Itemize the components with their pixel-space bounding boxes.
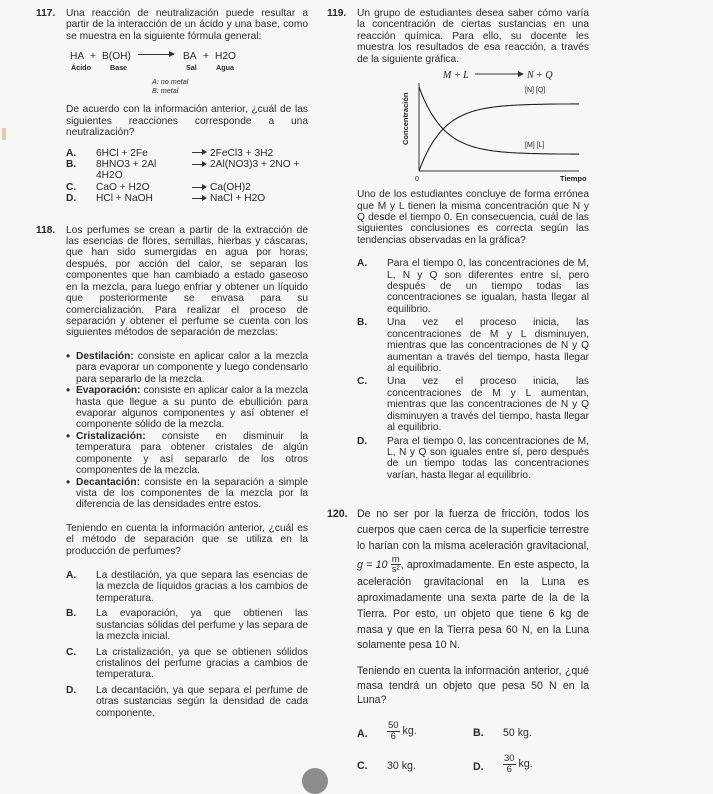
question-prompt: Teniendo en cuenta la información anterior, ¿cuál es el método de separación que se utiliza en la producción de perfumes?: [66, 522, 308, 557]
option-a[interactable]: A. Para el tiempo 0, las concentraciones de M, L, N y Q son diferentes entre sí, pero después de un tiempo todas las concentraciones se igualan, hasta llegar al equilibrio.: [357, 258, 589, 315]
question-118: [36, 225, 308, 719]
formula-h2o: H2O: [215, 51, 236, 63]
concentration-chart-svg: [357, 67, 589, 185]
option-b[interactable]: B. La evaporación, ya que obtienen las sustancias sólidas del perfume y las separa de la mezcla inicial.: [66, 608, 308, 643]
label-sal: Sal: [186, 63, 197, 73]
question-number: 118.: [36, 224, 56, 236]
label-acid: Ácido: [71, 63, 91, 73]
answer-options-row-1: [357, 721, 589, 742]
method-item: • Decantación: consiste en la separación a simple vista de los componentes de la mezcla por la diferencia de las densidades entre estos.: [66, 477, 308, 511]
option-c[interactable]: C. Una vez el proceso inicia, las concentraciones de M y L aumentan, mientras que las concentraciones de N y Q disminuyen a través del tiempo, hasta llegar al equilibrio.: [357, 376, 589, 434]
g-units-fraction: $\frac{m}{\text{s²}}$: [391, 553, 400, 576]
concentration-chart: [357, 67, 589, 185]
formula-ba: BA: [183, 51, 197, 63]
option-c[interactable]: C. La cristalización, ya que se obtienen sólidos cristalinos del perfume gracias a cambios de temperatura.: [66, 646, 308, 681]
question-120: [327, 507, 589, 775]
question-119: [327, 8, 589, 481]
y-axis-label: Concentración: [401, 92, 410, 146]
question-stem: De no ser por la fuerza de fricción, todos los cuerpos que caen cerca de la superficie terrestre lo harían con la misma aceleración gravitacional, g = 10 $\frac{m}{\text{s²}}$ , aproximadamente. En este aspecto, la aceleración gravitacional en la Luna es aproximadamente una sexta parte de la de la Tierra. Por esto, un objeto que tiene 6 kg de masa y que en la Tierra pesa 60 N, en la Luna solamente pesa 10 N.: [357, 508, 589, 652]
answer-options-row-2: [357, 754, 589, 775]
series-line-nq: [419, 104, 579, 171]
note-a: A: no metal: [152, 77, 189, 87]
arrow-icon: [192, 164, 206, 165]
series-label-nq: [N] [Q]: [525, 87, 546, 95]
methods-list: [66, 351, 308, 511]
right-column: [327, 8, 589, 775]
option-c[interactable]: C. 30 kg.: [357, 760, 416, 773]
series-line-ml: [419, 87, 579, 154]
option-a[interactable]: A. 6HCl + 2Fe 2FeCl3 + 3H2: [66, 147, 274, 159]
answer-options: [66, 570, 308, 719]
question-number: 119.: [327, 8, 347, 19]
option-b[interactable]: B. 8HNO3 + 2Al 2Al(NO3)3 + 2NO + 4H2O: [66, 158, 300, 182]
note-b: B: metal: [152, 86, 179, 96]
formula-ha: HA: [70, 51, 85, 63]
question-prompt: Uno de los estudiantes concluye de forma errónea que M y L tienen la misma concentración que N y Q desde el tiempo 0. En consecuencia, cuál de las siguientes conclusiones es correcta según las tendencias observadas en la gráfica?: [357, 189, 589, 246]
question-number: 117.: [36, 8, 56, 19]
method-item: • Destilación: consiste en aplicar calor a la mezcla para evaporar un componente y luego condensarlo para separarlo de la mezcla.: [66, 351, 308, 385]
formula-plus: +: [90, 51, 96, 63]
question-117: [36, 8, 308, 205]
question-stem: Los perfumes se crean a partir de la extracción de las esencias de flores, semillas, hierbas y cáscaras, que han sido sumergidas en agua por horas; después, por acción del calor, se separan los componentes que han cambiado a estado gaseoso en la mezcla, para luego enfriar y obtener un líquido que posteriormente se envasa para su comercialización. Para realizar el proceso de separación y obtener el perfume se cuenta con los siguientes métodos de separación de mezclas:: [66, 224, 308, 339]
method-item: • Evaporación: consiste en aplicar calor a la mezcla hasta que llegue a su punto de ebullición para evaporar algunos componentes y así obtener el componente sólido de la mezcla.: [66, 385, 308, 431]
question-number: 120.: [327, 508, 348, 521]
answer-options: [357, 258, 589, 481]
option-a[interactable]: A. $\frac{50}{6}$ kg.: [357, 720, 417, 742]
option-a[interactable]: A. La destilación, ya que separa las esencias de la mezcla de líquidos gracias a los cambios de temperatura.: [66, 570, 308, 604]
option-b[interactable]: B. 50 kg.: [473, 727, 532, 740]
arrow-icon: [192, 198, 206, 199]
fraction: $\frac{50}{6}$: [388, 720, 399, 742]
arrow-icon: [192, 187, 206, 188]
question-prompt: De acuerdo con la información anterior, ¿cuál de las siguientes reacciones corresponde a una neutralización?: [66, 104, 308, 139]
x-axis-label: Tiempo: [560, 174, 587, 184]
label-agua: Agua: [216, 63, 234, 73]
label-base: Base: [110, 63, 128, 73]
series-label-ml: [M] [L]: [525, 142, 545, 150]
chart-title-right: N + Q: [527, 70, 553, 82]
chart-title-left: M + L: [443, 70, 469, 82]
option-c[interactable]: C. CaO + H2O Ca(OH)2: [66, 181, 251, 193]
margin-marker: [2, 128, 6, 140]
formula-plus: +: [203, 51, 209, 63]
answer-options: [66, 148, 308, 205]
method-item: • Cristalización: consiste en disminuir la temperatura para obtener cristales de algún componente y así separarlo de los otros componentes de la mezcla.: [66, 431, 308, 477]
x-origin-label: 0: [415, 176, 419, 184]
option-d[interactable]: D. HCl + NaOH NaCl + H2O: [66, 193, 266, 205]
reaction-arrow: [136, 49, 176, 60]
option-d[interactable]: D. Para el tiempo 0, las concentraciones de M, L, N y Q son iguales entre sí, pero después de un tiempo todas las concentraciones varían, hasta llegar al equilibrio.: [357, 435, 589, 481]
option-b[interactable]: B. Una vez el proceso inicia, las concentraciones de M y L disminuyen, mientras que las concentraciones de N y Q aumentan a través del tiempo, hasta llegar al equilibrio.: [357, 317, 589, 375]
question-stem: Un grupo de estudiantes desea saber cómo varía la concentración de ciertas sustancias en una reacción química. Para ello, su docente les muestra los resultados de esa reacción, a través de la siguiente gráfica.: [357, 8, 589, 65]
option-d[interactable]: D. La decantación, ya que separa el perfume de otras sustancias según la densidad de cada componente.: [66, 684, 308, 719]
question-stem: Una reacción de neutralización puede resultar a partir de la interacción de un ácido y una base, como se muestra en la siguiente fórmula general:: [66, 8, 308, 42]
neutralization-formula: [66, 42, 308, 100]
formula-boh: B(OH): [102, 51, 131, 63]
option-d[interactable]: D. $\frac{30}{6}$ kg.: [473, 753, 533, 775]
left-column: [36, 8, 308, 719]
page-number-tab: [302, 768, 328, 794]
fraction: $\frac{30}{6}$: [504, 753, 515, 775]
question-prompt: Teniendo en cuenta la información anterior, ¿qué masa tendrá un objeto que pesa 50 N en la Luna?: [357, 665, 589, 706]
title-arrow-head: [518, 71, 524, 77]
arrow-icon: [192, 152, 206, 153]
